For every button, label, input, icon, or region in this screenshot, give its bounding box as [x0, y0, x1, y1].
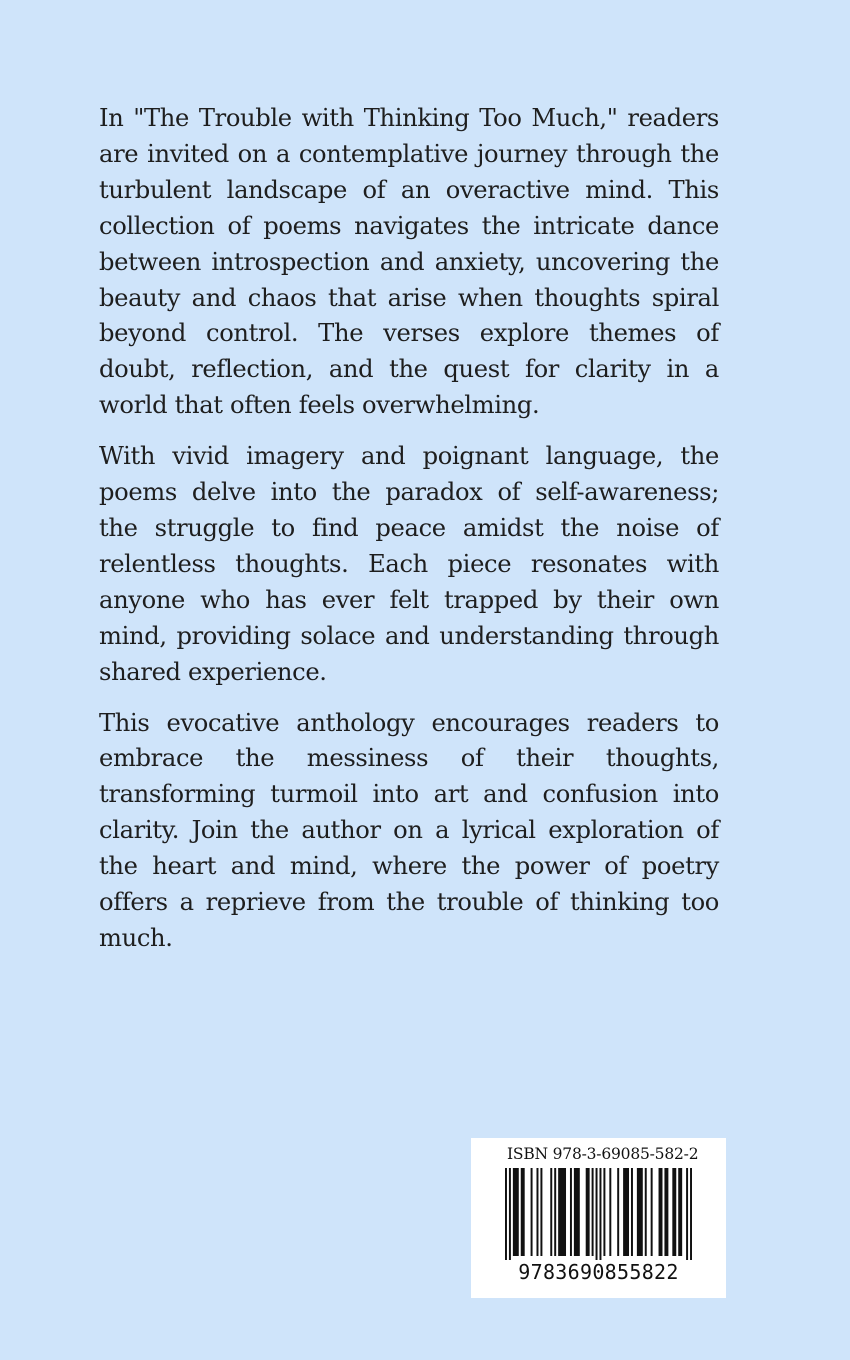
blurb-text [99, 101, 719, 972]
barcode-bar [623, 1168, 629, 1256]
barcode-bar [505, 1168, 507, 1260]
barcode-bar [631, 1168, 633, 1256]
barcode-bar [686, 1168, 688, 1260]
barcode-bar [540, 1168, 542, 1256]
barcode-bar [651, 1168, 653, 1256]
barcode-bar [672, 1168, 676, 1256]
barcode-bar [558, 1168, 566, 1256]
barcode-bar [596, 1168, 598, 1260]
barcode-bar [645, 1168, 647, 1256]
barcode-bar [603, 1168, 605, 1256]
barcode-bar [617, 1168, 619, 1256]
barcode-bars [505, 1168, 692, 1260]
barcode-bar [664, 1168, 668, 1256]
barcode-bar [690, 1168, 692, 1260]
barcode-bar [550, 1168, 552, 1256]
blurb-paragraph-2: With vivid imagery and poignant language, the poems delve into the paradox of self-awareness; the struggle to find peace amidst the noise of relentless thoughts. Each piece resonates with anyone who has ever felt trapped by their own mind, providing solace and understanding through shared experience. [99, 442, 719, 686]
barcode-bar [599, 1168, 601, 1260]
blurb-paragraph-3: This evocative anthology encourages readers to embrace the messiness of their thoughts, transforming turmoil into art and confusion into clarity. Join the author on a lyrical exploration of the heart and mind, where the power of poetry offers a reprieve from the trouble of thinking too much. [99, 708, 719, 952]
barcode-bar [678, 1168, 682, 1256]
barcode-bar [554, 1168, 556, 1256]
barcode-bar [586, 1168, 590, 1256]
barcode-panel [471, 1138, 726, 1298]
barcode-bar [513, 1168, 519, 1256]
barcode-bar [570, 1168, 572, 1256]
barcode-bar [521, 1168, 525, 1256]
isbn-label: ISBN 978-3-69085-582-2 [507, 1145, 699, 1163]
barcode-bar [509, 1168, 511, 1260]
barcode-bar [531, 1168, 533, 1256]
barcode-bar [637, 1168, 643, 1256]
barcode-bar [592, 1168, 594, 1256]
barcode-bar [536, 1168, 538, 1256]
barcode-digits: 9783690855822 [518, 1260, 679, 1284]
blurb-paragraph-1: In "The Trouble with Thinking Too Much," readers are invited on a contemplative journey through the turbulent landscape of an overactive mind. This collection of poems navigates the intricate dance between introspection and anxiety, uncovering the beauty and chaos that arise when thoughts spiral beyond control. The verses explore themes of doubt, reflection, and the quest for clarity in a world that often feels overwhelming. [99, 104, 719, 420]
barcode-bar [659, 1168, 663, 1256]
barcode-bar [574, 1168, 580, 1256]
barcode-bar [609, 1168, 611, 1256]
